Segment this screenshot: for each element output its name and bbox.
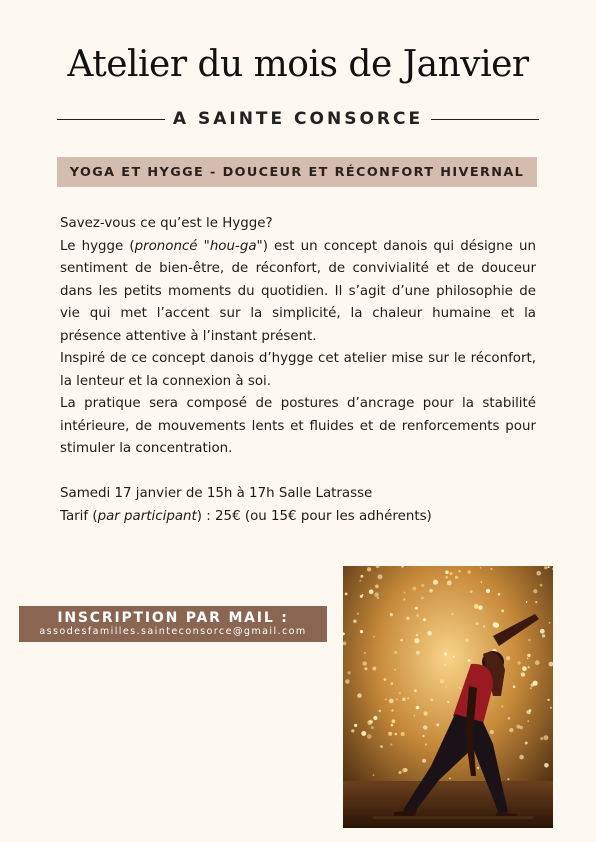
light-dot — [549, 622, 551, 624]
light-dot — [367, 567, 371, 571]
light-dot — [357, 693, 362, 698]
light-dot — [540, 737, 543, 740]
light-dot — [433, 580, 438, 585]
light-dot — [542, 634, 545, 637]
light-dot — [527, 720, 529, 722]
light-dot — [390, 613, 393, 616]
light-dot — [447, 701, 449, 703]
light-dot — [450, 572, 453, 575]
light-dot — [501, 705, 503, 707]
light-dot — [444, 653, 447, 656]
light-dot — [445, 664, 447, 666]
light-dot — [480, 567, 482, 569]
description — [60, 213, 536, 461]
light-dot — [360, 575, 363, 578]
light-dot — [391, 724, 394, 727]
light-dot — [371, 726, 374, 729]
light-dot — [416, 706, 420, 710]
light-dot — [423, 725, 427, 729]
light-dot — [372, 667, 376, 671]
pronunciation-note: prononcé "hou-ga" — [134, 238, 263, 254]
light-dot — [467, 570, 471, 574]
light-dot — [363, 661, 367, 665]
signup-box — [19, 606, 327, 642]
light-dot — [486, 589, 490, 593]
page-title: Atelier du mois de Janvier — [67, 44, 529, 85]
light-dot — [527, 710, 531, 714]
light-dot — [522, 666, 527, 671]
light-dot — [348, 671, 351, 674]
light-dot — [414, 689, 417, 692]
light-dot — [394, 651, 397, 654]
light-dot — [550, 707, 552, 709]
light-dot — [459, 687, 461, 689]
light-dot — [490, 730, 494, 734]
light-dot — [345, 679, 350, 684]
light-dot — [407, 697, 409, 699]
light-dot — [507, 778, 509, 780]
light-dot — [429, 589, 433, 593]
light-dot — [521, 672, 525, 676]
light-dot — [481, 581, 483, 583]
light-dot — [367, 734, 372, 739]
light-dot — [375, 585, 379, 589]
light-dot — [427, 631, 432, 636]
signup-label: INSCRIPTION PAR MAIL : — [57, 610, 289, 626]
light-dot — [540, 629, 545, 634]
light-dot — [389, 699, 394, 704]
light-dot — [374, 592, 379, 597]
light-dot — [422, 735, 424, 737]
light-dot — [476, 622, 479, 625]
light-dot — [440, 679, 444, 683]
light-dot — [416, 614, 419, 617]
light-dot — [380, 745, 383, 748]
light-dot — [449, 778, 451, 780]
workshop-banner-text: YOGA ET HYGGE - DOUCEUR ET RÉCONFORT HIVERNAL — [69, 164, 525, 180]
light-dot — [416, 651, 420, 655]
light-dot — [425, 743, 427, 745]
light-dot — [527, 654, 530, 657]
light-dot — [353, 620, 356, 623]
light-dot — [501, 610, 504, 613]
light-dot — [468, 659, 471, 662]
light-dot — [415, 607, 418, 610]
light-dot — [458, 570, 461, 573]
light-dot — [424, 711, 428, 715]
light-dot — [421, 597, 424, 600]
light-dot — [369, 589, 374, 594]
light-dot — [465, 638, 469, 642]
light-dot — [396, 698, 398, 700]
light-dot — [493, 622, 498, 627]
light-dot — [436, 724, 439, 727]
light-dot — [526, 601, 528, 603]
light-dot — [399, 771, 402, 774]
light-dot — [513, 685, 516, 688]
light-dot — [508, 717, 511, 720]
light-dot — [519, 755, 524, 760]
light-dot — [470, 590, 473, 593]
light-dot — [395, 733, 398, 736]
light-dot — [359, 580, 361, 582]
light-dot — [364, 652, 366, 654]
light-dot — [394, 669, 396, 671]
light-dot — [385, 698, 387, 700]
light-dot — [399, 692, 401, 694]
light-dot — [404, 592, 406, 594]
light-dot — [477, 767, 479, 769]
light-dot — [498, 593, 501, 596]
event-date: Samedi 17 janvier de 15h à 17h Salle Latrasse — [60, 486, 373, 501]
light-dot — [402, 697, 406, 701]
subtitle-rule-left — [57, 119, 165, 120]
event-price — [60, 506, 536, 529]
light-dot — [547, 699, 549, 701]
light-dot — [421, 584, 424, 587]
light-dot — [400, 639, 402, 641]
light-dot — [403, 598, 405, 600]
light-dot — [378, 574, 383, 579]
price-italic: par participant — [97, 508, 197, 524]
light-dot — [445, 571, 449, 575]
light-dot — [445, 576, 448, 579]
paragraph-practice: La pratique sera composé de postures d’ancrage pour la stabilité intérieure, de mouvements lents et fluides et de renforcements pour stimuler la concentration. — [60, 396, 536, 456]
light-dot — [391, 709, 393, 711]
light-dot — [345, 593, 348, 596]
light-dot — [361, 731, 366, 736]
light-dot — [373, 716, 377, 720]
light-dot — [447, 581, 452, 586]
light-dot — [357, 613, 359, 615]
light-dot — [483, 625, 485, 627]
light-dot — [416, 634, 418, 636]
light-dot — [548, 566, 550, 568]
event-details — [60, 483, 536, 528]
paragraph-inspiration: Inspiré de ce concept danois d’hygge cet atelier mise sur le réconfort, la lenteur et la connexion à soi. — [60, 351, 536, 389]
light-dot — [509, 728, 513, 732]
light-dot — [535, 660, 540, 665]
light-dot — [474, 604, 479, 609]
light-dot — [455, 576, 458, 579]
light-dot — [362, 594, 364, 596]
paragraph-hygge-end: ) est un concept danois qui désigne un sentiment de bien-être, de réconfort, de convivialité et de douceur dans les petits moments du quotidien. Il s’agit d’une philosophie de vie qui met l’accent sur la simplicité, la chaleur humaine et la présence attentive à l’instant présent. — [60, 238, 536, 344]
subtitle: A SAINTE CONSORCE — [172, 109, 424, 129]
light-dot — [369, 720, 373, 724]
light-dot — [402, 768, 406, 772]
light-dot — [531, 683, 534, 686]
light-dot — [388, 732, 392, 736]
light-dot — [351, 729, 354, 732]
light-dot — [536, 571, 541, 576]
subtitle-row — [57, 108, 539, 130]
light-dot — [540, 584, 543, 587]
light-dot — [478, 606, 482, 610]
light-dot — [516, 725, 520, 729]
light-dot — [360, 630, 363, 633]
light-dot — [527, 658, 529, 660]
price-end: ) : 25€ (ou 15€ pour les adhérents) — [196, 508, 432, 524]
light-dot — [392, 719, 396, 723]
light-dot — [354, 724, 357, 727]
paragraph-hygge-start: Le hygge ( — [60, 238, 135, 254]
light-dot — [528, 639, 530, 641]
light-dot — [490, 568, 492, 570]
light-dot — [544, 566, 547, 569]
light-dot — [412, 587, 416, 591]
light-dot — [535, 601, 537, 603]
light-dot — [384, 678, 387, 681]
light-dot — [525, 742, 528, 745]
light-dot — [543, 735, 548, 740]
light-dot — [528, 666, 530, 668]
light-dot — [530, 687, 532, 689]
price-start: Tarif ( — [60, 508, 98, 524]
light-dot — [544, 763, 549, 768]
light-dot — [390, 682, 393, 685]
light-dot — [364, 667, 367, 670]
light-dot — [390, 744, 392, 746]
light-dot — [430, 699, 433, 702]
light-dot — [414, 715, 416, 717]
light-dot — [423, 618, 426, 621]
light-dot — [445, 686, 447, 688]
light-dot — [379, 710, 382, 713]
paragraph-hygge — [60, 236, 536, 349]
light-dot — [373, 774, 375, 776]
light-dot — [401, 732, 405, 736]
yoga-photo-image — [343, 566, 553, 828]
light-dot — [506, 656, 510, 660]
signup-email-link[interactable]: assodesfamilles.sainteconsorce@gmail.com — [39, 626, 307, 637]
light-dot — [406, 617, 409, 620]
light-dot — [373, 636, 375, 638]
light-dot — [533, 589, 537, 593]
light-dot — [452, 613, 454, 615]
light-dot — [414, 638, 419, 643]
light-dot — [518, 661, 521, 664]
light-dot — [377, 597, 379, 599]
workshop-banner — [57, 157, 537, 187]
light-dot — [453, 656, 455, 658]
yoga-photo — [343, 566, 553, 828]
intro-question: Savez-vous ce qu’est le Hygge? — [60, 216, 273, 231]
light-dot — [422, 759, 426, 763]
subtitle-rule-right — [431, 119, 539, 120]
